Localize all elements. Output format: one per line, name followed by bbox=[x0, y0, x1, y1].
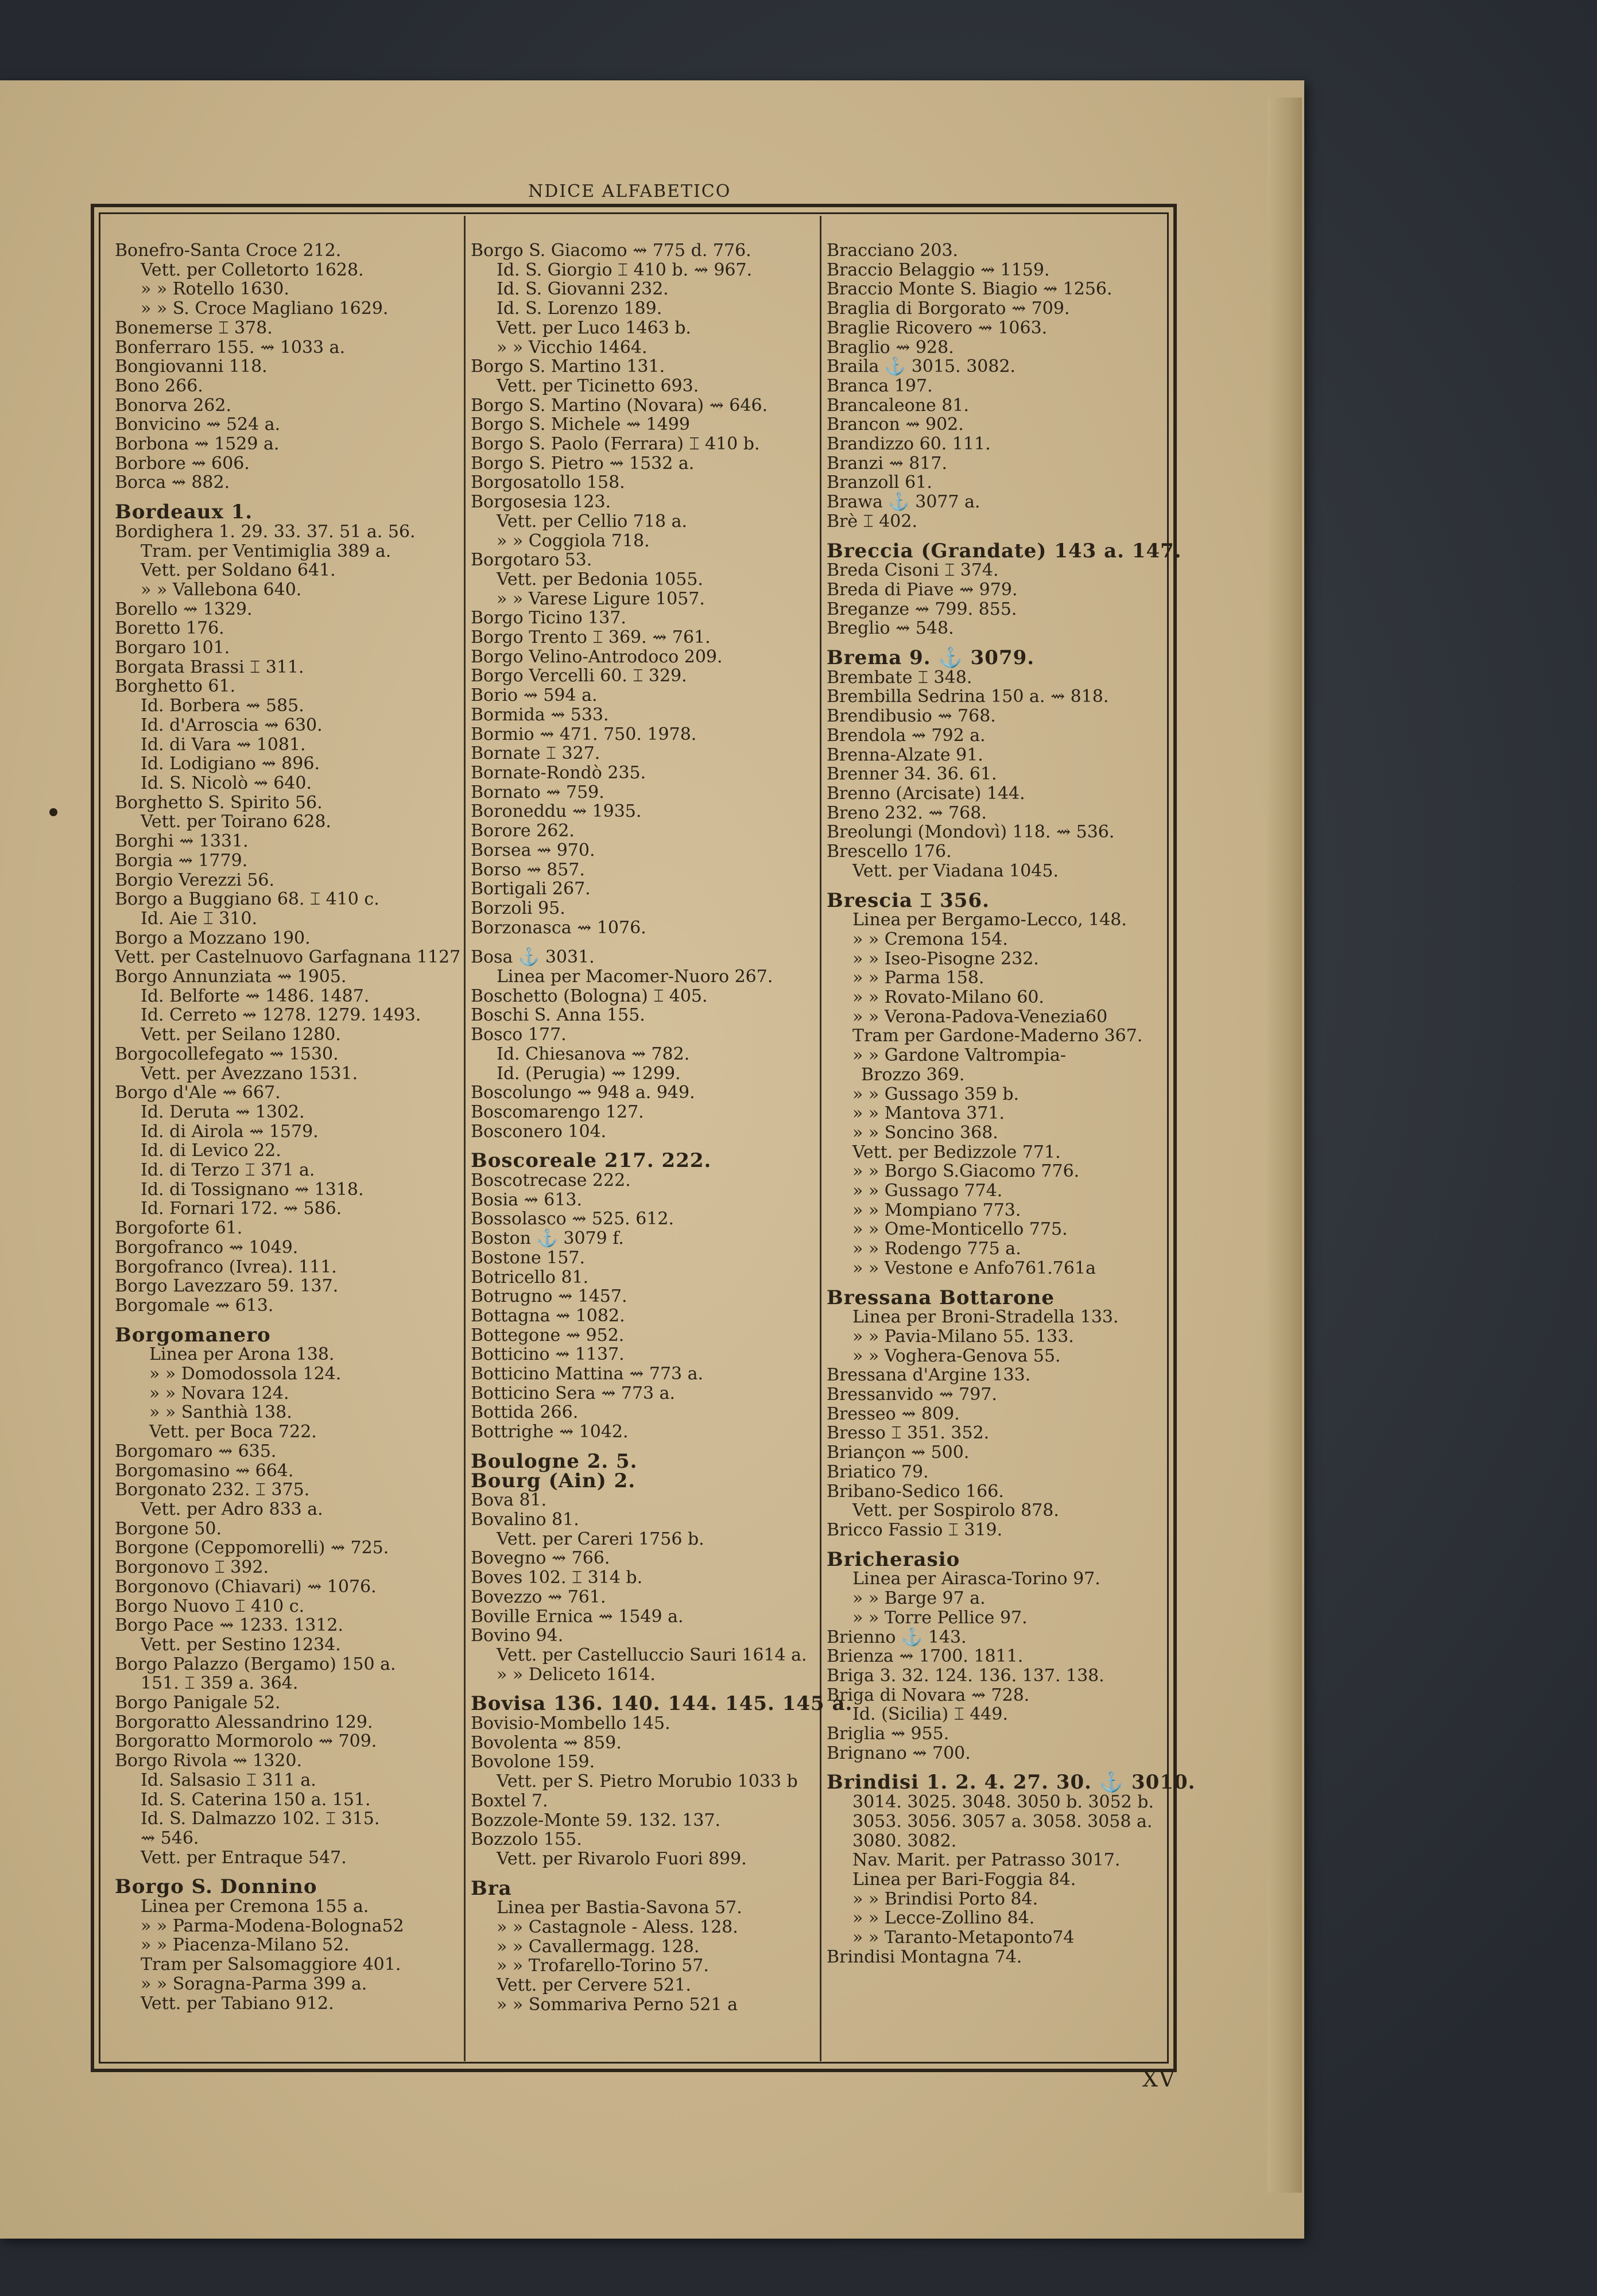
index-entry: Bresso ⌶ 351. 352. bbox=[827, 1423, 990, 1444]
index-entry: Vett. per Entraque 547. bbox=[141, 1847, 347, 1868]
index-entry: Borgaro 101. bbox=[115, 638, 230, 658]
index-entry: Borgo d'Ale ⇝ 667. bbox=[115, 1083, 281, 1103]
margin-dot bbox=[49, 808, 57, 816]
index-entry: Brienno ⚓ 143. bbox=[827, 1627, 967, 1647]
index-entry: Id. di Terzo ⌶ 371 a. bbox=[141, 1160, 315, 1181]
index-entry: » » Iseo-Pisogne 232. bbox=[852, 948, 1039, 969]
index-entry: Id. Belforte ⇝ 1486. 1487. bbox=[141, 986, 370, 1006]
index-entry: Vett. per S. Pietro Morubio 1033 b bbox=[497, 1771, 798, 1792]
index-entry: Id. S. Lorenzo 189. bbox=[497, 298, 662, 319]
index-entry: Bovino 94. bbox=[471, 1626, 564, 1646]
index-entry: Borgo Nuovo ⌶ 410 c. bbox=[115, 1596, 305, 1616]
index-entry: » » Parma 158. bbox=[852, 968, 984, 988]
index-entry: Borgo Rivola ⇝ 1320. bbox=[115, 1751, 303, 1771]
index-heading: Bressana Bottarone bbox=[827, 1286, 1055, 1309]
index-entry: Braila ⚓ 3015. 3082. bbox=[827, 356, 1016, 377]
index-entry: Braglia di Borgorato ⇝ 709. bbox=[827, 298, 1070, 319]
index-entry: Braccio Monte S. Biagio ⇝ 1256. bbox=[827, 279, 1113, 300]
index-entry: Briglia ⇝ 955. bbox=[827, 1724, 949, 1744]
index-entry: » » Piacenza-Milano 52. bbox=[141, 1935, 350, 1956]
index-entry: » » Castagnole - Aless. 128. bbox=[497, 1917, 738, 1938]
index-entry: Vett. per Adro 833 a. bbox=[141, 1499, 323, 1519]
index-entry: » » Trofarello-Torino 57. bbox=[497, 1956, 709, 1976]
index-entry: Vett. per Soldano 641. bbox=[141, 560, 336, 581]
index-entry: Briga 3. 32. 124. 136. 137. 138. bbox=[827, 1665, 1104, 1686]
index-entry: Boves 102. ⌶ 314 b. bbox=[471, 1568, 643, 1588]
index-entry: » » Lecce-Zollino 84. bbox=[852, 1908, 1035, 1929]
index-entry: » » Deliceto 1614. bbox=[497, 1664, 656, 1685]
index-entry: Tram per Salsomaggiore 401. bbox=[141, 1954, 401, 1975]
index-entry: Bonefro-Santa Croce 212. bbox=[115, 241, 342, 261]
index-entry: » » Gussago 774. bbox=[852, 1181, 1003, 1201]
index-entry: Braglie Ricovero ⇝ 1063. bbox=[827, 317, 1048, 338]
index-entry: » » Ome-Monticello 775. bbox=[852, 1219, 1068, 1240]
spacer bbox=[471, 937, 827, 948]
index-entry: Borgoforte 61. bbox=[115, 1218, 243, 1239]
index-entry: Brembate ⌶ 348. bbox=[827, 667, 972, 688]
index-entry: Vett. per Careri 1756 b. bbox=[497, 1529, 704, 1549]
index-entry: » » Taranto-Metaponto74 bbox=[852, 1927, 1075, 1948]
index-entry: Boxtel 7. bbox=[471, 1790, 548, 1811]
index-entry: Vett. per Castelnuovo Garfagnana 1127 bbox=[115, 947, 461, 968]
index-entry: Id. Salsasio ⌶ 311 a. bbox=[141, 1770, 316, 1790]
index-entry: Bozzolo 155. bbox=[471, 1829, 582, 1850]
index-entry: » » Brindisi Porto 84. bbox=[852, 1888, 1038, 1909]
index-entry: Bortigali 267. bbox=[471, 879, 591, 899]
index-entry: Bornate ⌶ 327. bbox=[471, 743, 600, 764]
index-entry: Borghetto 61. bbox=[115, 676, 236, 697]
index-entry: Briga di Novara ⇝ 728. bbox=[827, 1685, 1030, 1705]
index-entry: 3014. 3025. 3048. 3050 b. 3052 b. bbox=[852, 1792, 1154, 1813]
index-entry: Borgo a Buggiano 68. ⌶ 410 c. bbox=[115, 889, 379, 910]
index-heading: Bourg (Ain) 2. bbox=[471, 1469, 636, 1492]
index-entry: Brendola ⇝ 792 a. bbox=[827, 725, 986, 746]
index-entry: Borgo Palazzo (Bergamo) 150 a. bbox=[115, 1654, 396, 1674]
index-entry: Botticino Sera ⇝ 773 a. bbox=[471, 1383, 676, 1403]
index-entry: Bonemerse ⌶ 378. bbox=[115, 317, 273, 338]
index-entry: Borghetto S. Spirito 56. bbox=[115, 792, 323, 813]
index-entry: Brozzo 369. bbox=[861, 1064, 965, 1085]
index-entry: » » Varese Ligure 1057. bbox=[497, 588, 705, 609]
index-entry: Borghi ⇝ 1331. bbox=[115, 831, 249, 852]
index-entry: Borgia ⇝ 1779. bbox=[115, 850, 248, 871]
page-number: XV bbox=[1142, 2066, 1176, 2092]
index-entry: » » Rodengo 775 a. bbox=[852, 1239, 1021, 1259]
index-entry: Boston ⚓ 3079 f. bbox=[471, 1228, 624, 1249]
index-entry: Borgo a Mozzano 190. bbox=[115, 928, 311, 948]
index-entry: Borgo S. Pietro ⇝ 1532 a. bbox=[471, 453, 695, 474]
index-entry: Bonferraro 155. ⇝ 1033 a. bbox=[115, 337, 346, 358]
index-entry: Borgo S. Giacomo ⇝ 775 d. 776. bbox=[471, 241, 751, 261]
index-entry: Bosia ⇝ 613. bbox=[471, 1189, 582, 1210]
index-column-1 bbox=[115, 241, 459, 2013]
index-entry: Branzi ⇝ 817. bbox=[827, 453, 947, 474]
index-entry: Id. di Tossignano ⇝ 1318. bbox=[141, 1179, 364, 1200]
index-entry: Linea per Airasca-Torino 97. bbox=[852, 1569, 1100, 1589]
index-entry: Bosa ⚓ 3031. bbox=[471, 947, 595, 968]
index-entry: Braccio Belaggio ⇝ 1159. bbox=[827, 259, 1050, 280]
index-entry: Brawa ⚓ 3077 a. bbox=[827, 492, 980, 513]
index-entry: Bressanvido ⇝ 797. bbox=[827, 1384, 997, 1405]
index-entry: Brignano ⇝ 700. bbox=[827, 1743, 971, 1763]
index-entry: Borgo Vercelli 60. ⌶ 329. bbox=[471, 666, 687, 687]
index-heading: Breccia (Grandate) 143 a. 147. bbox=[827, 539, 1182, 563]
index-entry: Brenno (Arcisate) 144. bbox=[827, 783, 1025, 804]
index-entry: Borbona ⇝ 1529 a. bbox=[115, 434, 280, 455]
index-entry: » » Cremona 154. bbox=[852, 929, 1008, 949]
page-edge bbox=[1267, 98, 1302, 2193]
index-entry: Borio ⇝ 594 a. bbox=[471, 685, 598, 706]
page-header: NDICE ALFABETICO bbox=[528, 181, 731, 201]
index-entry: Id. S. Caterina 150 a. 151. bbox=[141, 1789, 371, 1810]
index-entry: Borgomale ⇝ 613. bbox=[115, 1295, 274, 1316]
index-entry: Bongiovanni 118. bbox=[115, 356, 268, 377]
index-entry: Brindisi Montagna 74. bbox=[827, 1946, 1022, 1967]
index-entry: Vett. per Seilano 1280. bbox=[141, 1025, 341, 1045]
index-entry: Brè ⌶ 402. bbox=[827, 511, 918, 532]
index-entry: Bovisio-Mombello 145. bbox=[471, 1713, 670, 1734]
index-entry: Borso ⇝ 857. bbox=[471, 859, 585, 880]
index-entry: Bossolasco ⇝ 525. 612. bbox=[471, 1209, 675, 1230]
index-entry: » » Pavia-Milano 55. 133. bbox=[852, 1326, 1074, 1347]
index-entry: Id. d'Arroscia ⇝ 630. bbox=[141, 715, 323, 735]
index-entry: » » Santhià 138. bbox=[149, 1402, 292, 1423]
index-entry: Bormio ⇝ 471. 750. 1978. bbox=[471, 724, 697, 744]
index-entry: Bova 81. bbox=[471, 1490, 547, 1511]
index-entry: Borgata Brassi ⌶ 311. bbox=[115, 657, 304, 677]
index-entry: Briatico 79. bbox=[827, 1461, 929, 1482]
spacer bbox=[471, 1869, 827, 1879]
index-entry: Vett. per Castelluccio Sauri 1614 a. bbox=[497, 1645, 807, 1665]
index-entry: Borca ⇝ 882. bbox=[115, 472, 230, 493]
index-entry: Borgofranco ⇝ 1049. bbox=[115, 1237, 299, 1258]
index-entry: Borzonasca ⇝ 1076. bbox=[471, 917, 646, 938]
index-entry: » » Sommariva Perno 521 a bbox=[497, 1994, 738, 2015]
index-entry: Borgo S. Michele ⇝ 1499 bbox=[471, 414, 690, 435]
index-entry: Bressana d'Argine 133. bbox=[827, 1365, 1031, 1386]
index-entry: Boretto 176. bbox=[115, 618, 224, 639]
index-entry: Breda di Piave ⇝ 979. bbox=[827, 579, 1018, 600]
index-column-2 bbox=[471, 241, 853, 2015]
index-entry: » » Soragna-Parma 399 a. bbox=[141, 1973, 367, 1994]
index-heading: Brindisi 1. 2. 4. 27. 30. ⚓ 3010. bbox=[827, 1771, 1196, 1794]
index-entry: Bostone 157. bbox=[471, 1247, 586, 1268]
index-entry: Bornato ⇝ 759. bbox=[471, 782, 604, 802]
index-entry: Borgotaro 53. bbox=[471, 550, 592, 571]
index-entry: Bornate-Rondò 235. bbox=[471, 762, 646, 783]
index-entry: Bracciano 203. bbox=[827, 241, 959, 261]
index-entry: Brendibusio ⇝ 768. bbox=[827, 706, 996, 727]
index-entry: Bono 266. bbox=[115, 375, 203, 396]
index-heading: Bricherasio bbox=[827, 1548, 960, 1571]
index-entry: » » Vicchio 1464. bbox=[497, 337, 648, 358]
index-entry: Borgo Pace ⇝ 1233. 1312. bbox=[115, 1615, 344, 1636]
index-entry: Vett. per Boca 722. bbox=[149, 1422, 317, 1442]
index-entry: Vett. per Cellio 718 a. bbox=[497, 511, 687, 532]
index-entry: Vett. per Tabiano 912. bbox=[141, 1993, 334, 2014]
index-entry: » » Barge 97 a. bbox=[852, 1588, 986, 1609]
index-entry: Breglio ⇝ 548. bbox=[827, 618, 954, 639]
index-entry: Borgio Verezzi 56. bbox=[115, 870, 275, 890]
index-entry: Borzoli 95. bbox=[471, 898, 565, 918]
index-entry: Brenner 34. 36. 61. bbox=[827, 764, 997, 785]
index-entry: Borsea ⇝ 970. bbox=[471, 840, 595, 860]
index-entry: Botticino ⇝ 1137. bbox=[471, 1344, 625, 1365]
index-entry: Vett. per Bedonia 1055. bbox=[497, 569, 703, 589]
index-entry: Id. Borbera ⇝ 585. bbox=[141, 696, 304, 716]
index-entry: Borgo Ticino 137. bbox=[471, 608, 626, 629]
index-entry: Borgo S. Martino (Novara) ⇝ 646. bbox=[471, 395, 768, 416]
index-entry: Boschetto (Bologna) ⌶ 405. bbox=[471, 986, 708, 1006]
index-entry: Brancon ⇝ 902. bbox=[827, 414, 964, 435]
index-entry: 3053. 3056. 3057 a. 3058. 3058 a. bbox=[852, 1811, 1153, 1832]
index-entry: Id. S. Nicolò ⇝ 640. bbox=[141, 773, 312, 793]
index-entry: » » Borgo S.Giacomo 776. bbox=[852, 1161, 1080, 1182]
index-entry: Id. S. Giorgio ⌶ 410 b. ⇝ 967. bbox=[497, 259, 753, 280]
index-entry: Borgone 50. bbox=[115, 1518, 222, 1539]
index-entry: Bribano-Sedico 166. bbox=[827, 1481, 1004, 1502]
index-entry: » » Soncino 368. bbox=[852, 1122, 998, 1143]
index-entry: Borgonovo ⌶ 392. bbox=[115, 1557, 269, 1578]
index-entry: Bottida 266. bbox=[471, 1402, 579, 1423]
index-entry: Borgomasino ⇝ 664. bbox=[115, 1460, 294, 1481]
index-entry: Bricco Fassio ⌶ 319. bbox=[827, 1520, 1003, 1540]
index-entry: Borgo Lavezzaro 59. 137. bbox=[115, 1276, 339, 1297]
index-entry: » » Mompiano 773. bbox=[852, 1200, 1021, 1220]
index-entry: Id. S. Giovanni 232. bbox=[497, 279, 669, 300]
index-entry: Borgo S. Martino 131. bbox=[471, 356, 665, 377]
index-heading: Boscoreale 217. 222. bbox=[471, 1149, 712, 1173]
index-entry: Id. di Levico 22. bbox=[141, 1141, 281, 1161]
index-entry: Breda Cisoni ⌶ 374. bbox=[827, 560, 999, 581]
index-entry: Borgo S. Paolo (Ferrara) ⌶ 410 b. bbox=[471, 434, 760, 455]
index-entry: Borgomaro ⇝ 635. bbox=[115, 1441, 277, 1461]
index-entry: » » Vestone e Anfo761.761a bbox=[852, 1258, 1096, 1278]
index-entry: Nav. Marit. per Patrasso 3017. bbox=[852, 1850, 1121, 1871]
column-separator bbox=[464, 216, 466, 2061]
index-entry: Brescello 176. bbox=[827, 841, 952, 862]
index-entry: Borgo Trento ⌶ 369. ⇝ 761. bbox=[471, 627, 711, 648]
index-entry: Vett. per Sestino 1234. bbox=[141, 1634, 341, 1655]
index-heading: Borgo S. Donnino bbox=[115, 1875, 317, 1899]
index-entry: Borgone (Ceppomorelli) ⇝ 725. bbox=[115, 1538, 389, 1558]
index-entry: Bovegno ⇝ 766. bbox=[471, 1548, 610, 1569]
index-entry: » » Voghera-Genova 55. bbox=[852, 1345, 1061, 1366]
index-entry: Boschi S. Anna 155. bbox=[471, 1005, 645, 1026]
index-entry: Linea per Broni-Stradella 133. bbox=[852, 1307, 1119, 1328]
index-entry: Id. (Perugia) ⇝ 1299. bbox=[497, 1063, 681, 1084]
index-entry: Boscolungo ⇝ 948 a. 949. bbox=[471, 1083, 695, 1103]
index-entry: Bosconero 104. bbox=[471, 1121, 607, 1142]
index-entry: Tram per Gardone-Maderno 367. bbox=[852, 1026, 1143, 1046]
index-heading: Bordeaux 1. bbox=[115, 501, 253, 524]
index-entry: Bozzole-Monte 59. 132. 137. bbox=[471, 1810, 721, 1830]
index-entry: Borgo Velino-Antrodoco 209. bbox=[471, 646, 723, 667]
index-entry: Vett. per Colletorto 1628. bbox=[141, 259, 364, 280]
index-entry: Bottagna ⇝ 1082. bbox=[471, 1305, 625, 1326]
index-entry: Boroneddu ⇝ 1935. bbox=[471, 801, 642, 822]
index-column-3 bbox=[827, 241, 1196, 1967]
index-entry: Id. Lodigiano ⇝ 896. bbox=[141, 754, 320, 774]
index-entry: Borgonato 232. ⌶ 375. bbox=[115, 1480, 310, 1500]
index-entry: » » Parma-Modena-Bologna52 bbox=[141, 1915, 404, 1936]
index-entry: » » S. Croce Magliano 1629. bbox=[141, 298, 389, 319]
index-heading: Brema 9. ⚓ 3079. bbox=[827, 646, 1035, 670]
index-entry: Borgocollefegato ⇝ 1530. bbox=[115, 1044, 339, 1064]
index-entry: » » Vallebona 640. bbox=[141, 579, 302, 600]
index-entry: Boville Ernica ⇝ 1549 a. bbox=[471, 1606, 684, 1627]
index-entry: Id. di Airola ⇝ 1579. bbox=[141, 1121, 319, 1142]
index-heading: Brescia ⌶ 356. bbox=[827, 889, 990, 912]
index-entry: Botrugno ⇝ 1457. bbox=[471, 1286, 627, 1307]
index-entry: Vett. per Bedizzole 771. bbox=[852, 1142, 1061, 1162]
index-entry: Id. Deruta ⇝ 1302. bbox=[141, 1102, 305, 1122]
index-entry: Breganze ⇝ 799. 855. bbox=[827, 599, 1017, 619]
index-entry: » » Gardone Valtrompia- bbox=[852, 1045, 1066, 1066]
index-entry: » » Rovato-Milano 60. bbox=[852, 987, 1044, 1008]
index-entry: » » Novara 124. bbox=[149, 1383, 289, 1403]
index-entry: Id. S. Dalmazzo 102. ⌶ 315. bbox=[141, 1809, 380, 1829]
index-entry: Linea per Arona 138. bbox=[149, 1344, 335, 1365]
index-entry: Bottegone ⇝ 952. bbox=[471, 1325, 625, 1345]
index-entry: Vett. per Viadana 1045. bbox=[852, 860, 1059, 881]
index-entry: Borgoratto Alessandrino 129. bbox=[115, 1712, 373, 1732]
index-entry: Bonvicino ⇝ 524 a. bbox=[115, 414, 281, 435]
index-entry: » » Cavallermagg. 128. bbox=[497, 1936, 700, 1957]
index-entry: » » Coggiola 718. bbox=[497, 530, 650, 551]
index-heading: Bra bbox=[471, 1876, 512, 1900]
index-heading: Boulogne 2. 5. bbox=[471, 1449, 638, 1473]
index-entry: Briançon ⇝ 500. bbox=[827, 1442, 970, 1463]
index-entry: Tram. per Ventimiglia 389 a. bbox=[141, 541, 392, 561]
index-entry: 3080. 3082. bbox=[852, 1830, 957, 1851]
index-entry: Bottrighe ⇝ 1042. bbox=[471, 1422, 629, 1442]
index-heading: Bovisa 136. 140. 144. 145. 145 a. bbox=[471, 1692, 853, 1716]
index-entry: Bovezzo ⇝ 761. bbox=[471, 1587, 606, 1607]
index-entry: Linea per Macomer-Nuoro 267. bbox=[497, 967, 773, 987]
index-entry: Breolungi (Mondovì) 118. ⇝ 536. bbox=[827, 822, 1115, 843]
index-entry: Linea per Cremona 155 a. bbox=[141, 1896, 369, 1917]
index-entry: Bormida ⇝ 533. bbox=[471, 704, 609, 725]
index-entry: Borgonovo (Chiavari) ⇝ 1076. bbox=[115, 1576, 377, 1597]
index-entry: Boscomarengo 127. bbox=[471, 1102, 644, 1122]
index-entry: 151. ⌶ 359 a. 364. bbox=[141, 1673, 299, 1694]
index-entry: Id. di Vara ⇝ 1081. bbox=[141, 734, 306, 755]
index-entry: Vett. per Luco 1463 b. bbox=[497, 317, 691, 338]
index-entry: Borgofranco (Ivrea). 111. bbox=[115, 1256, 337, 1277]
index-entry: Id. Fornari 172. ⇝ 586. bbox=[141, 1199, 342, 1219]
index-entry: » » Torre Pellice 97. bbox=[852, 1607, 1028, 1628]
index-entry: Borgosatollo 158. bbox=[471, 472, 625, 493]
index-entry: » » Mantova 371. bbox=[852, 1103, 1005, 1124]
index-entry: Branzoll 61. bbox=[827, 472, 932, 493]
index-entry: » » Verona-Padova-Venezia60 bbox=[852, 1006, 1108, 1027]
index-entry: Botticino Mattina ⇝ 773 a. bbox=[471, 1364, 704, 1384]
index-entry: Id. Chiesanova ⇝ 782. bbox=[497, 1044, 690, 1064]
index-entry: Borore 262. bbox=[471, 821, 575, 841]
index-entry: Botricello 81. bbox=[471, 1267, 589, 1287]
index-entry: Id. Aie ⌶ 310. bbox=[141, 908, 258, 929]
index-entry: Vett. per Cervere 521. bbox=[497, 1975, 691, 1996]
index-entry: Linea per Bergamo-Lecco, 148. bbox=[852, 910, 1127, 930]
index-entry: Bosco 177. bbox=[471, 1025, 567, 1045]
index-entry: ⇝ 546. bbox=[141, 1828, 199, 1848]
index-entry: Borgo Panigale 52. bbox=[115, 1693, 281, 1713]
index-entry: Brandizzo 60. 111. bbox=[827, 434, 991, 455]
index-entry: Borgosesia 123. bbox=[471, 492, 611, 513]
index-entry: Branca 197. bbox=[827, 375, 933, 396]
index-entry: Bordighera 1. 29. 33. 37. 51 a. 56. bbox=[115, 521, 416, 542]
index-entry: Breno 232. ⇝ 768. bbox=[827, 802, 987, 823]
index-entry: » » Rotello 1630. bbox=[141, 279, 289, 300]
index-entry: Vett. per Toirano 628. bbox=[141, 812, 331, 832]
index-entry: Bovolone 159. bbox=[471, 1752, 595, 1773]
index-entry: Vett. per Ticinetto 693. bbox=[497, 375, 699, 396]
index-entry: Borgoratto Mormorolo ⇝ 709. bbox=[115, 1731, 377, 1752]
index-entry: Vett. per Rivarolo Fuori 899. bbox=[497, 1848, 747, 1869]
index-entry: Brenna-Alzate 91. bbox=[827, 744, 983, 765]
index-entry: Bresseo ⇝ 809. bbox=[827, 1403, 960, 1424]
index-entry: Linea per Bastia-Savona 57. bbox=[497, 1898, 742, 1918]
index-entry: Boscotrecase 222. bbox=[471, 1170, 631, 1191]
index-entry: Borello ⇝ 1329. bbox=[115, 599, 253, 619]
index-entry: Vett. per Avezzano 1531. bbox=[141, 1063, 358, 1084]
index-entry: Borgo Annunziata ⇝ 1905. bbox=[115, 967, 347, 987]
index-heading: Borgomanero bbox=[115, 1323, 271, 1347]
index-entry: Bovalino 81. bbox=[471, 1510, 579, 1530]
index-entry: Linea per Bari-Foggia 84. bbox=[852, 1869, 1076, 1890]
index-entry: Brienza ⇝ 1700. 1811. bbox=[827, 1646, 1024, 1667]
index-entry: » » Gussago 359 b. bbox=[852, 1084, 1020, 1104]
index-entry: Id. Cerreto ⇝ 1278. 1279. 1493. bbox=[141, 1005, 421, 1026]
index-entry: Borbore ⇝ 606. bbox=[115, 453, 250, 474]
index-entry: Bonorva 262. bbox=[115, 395, 231, 416]
index-entry: Vett. per Sospirolo 878. bbox=[852, 1500, 1059, 1521]
index-entry: Bovolenta ⇝ 859. bbox=[471, 1732, 622, 1753]
index-entry: Id. (Sicilia) ⌶ 449. bbox=[852, 1704, 1009, 1725]
index-entry: Brembilla Sedrina 150 a. ⇝ 818. bbox=[827, 687, 1109, 707]
index-entry: » » Domodossola 124. bbox=[149, 1364, 342, 1384]
index-entry: Braglio ⇝ 928. bbox=[827, 337, 954, 358]
index-entry: Brancaleone 81. bbox=[827, 395, 970, 416]
